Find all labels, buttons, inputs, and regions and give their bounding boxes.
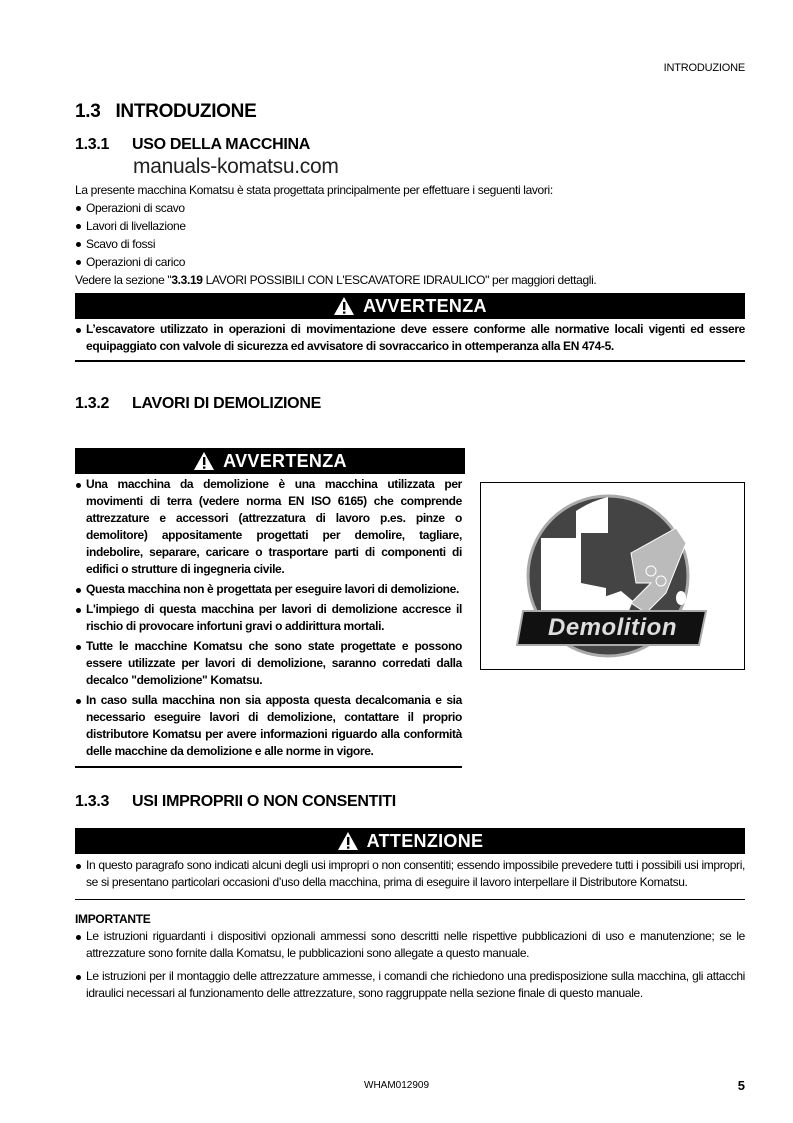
list-item: Scavo di fossi	[75, 235, 745, 253]
list-item: Operazioni di carico	[75, 253, 745, 271]
warning-triangle-icon	[333, 296, 355, 316]
warning-triangle-icon	[193, 451, 215, 471]
warning-item: Tutte le macchine Komatsu che sono state progettate e possono essere utilizzate per lavori di demolizione, saranno corredati dalla decalco "demolizione" Komatsu.	[75, 638, 462, 689]
important-label: IMPORTANTE	[75, 912, 151, 926]
see-section-text	[75, 271, 745, 289]
subsection-1-3-2-title	[75, 394, 745, 413]
warning-label: AVVERTENZA	[363, 295, 487, 316]
important-item: Le istruzioni riguardanti i dispositivi opzionali ammessi sono descritti nelle rispettive pubblicazioni di uso e manutenzione; se le attrezzature sono fornite dalla Komatsu, le pubblicazioni sono allegate a questo manuale.	[75, 928, 745, 962]
subsection-title-text: USI IMPROPRII O NON CONSENTITI	[132, 793, 396, 810]
divider	[75, 360, 745, 362]
warning-item: Questa macchina non è progettata per eseguire lavori di demolizione.	[75, 581, 462, 598]
running-header: INTRODUZIONE	[663, 62, 745, 74]
warning-item: Una macchina da demolizione è una macchina utilizzata per movimenti di terra (vedere norma EN ISO 6165) che comprende attrezzature e accessori (attrezzatura di lavoro p.es. pinze o demolitore) appositamente progettati per demolire, tagliare, indebolire, separare, caricare o trasportare parti di componenti di edifici o strutture di ingegneria civile.	[75, 476, 462, 578]
warning-banner	[75, 293, 745, 319]
intro-text: La presente macchina Komatsu è stata progettata principalmente per effettuare i seguenti lavori:	[75, 183, 553, 197]
subsection-1-3-3-title	[75, 792, 745, 811]
document-code: WHAM012909	[364, 1080, 430, 1091]
subsection-number: 1.3.1	[75, 136, 110, 153]
important-item: Le istruzioni per il montaggio delle attrezzature ammesse, i comandi che richiedono una predisposizione sulla macchina, gli attacchi idraulici necessari al funzionamento delle attrezzature, sono raggruppate nella sezione finale di questo manuale.	[75, 968, 745, 1002]
subsection-number: 1.3.3	[75, 793, 110, 810]
caution-item: In questo paragrafo sono indicati alcuni degli usi impropri o non consentiti; essendo impossibile prevedere tutti i possibili usi impropri, se si presentano particolari occasioni d’uso della macchina, prima di eseguire il lavoro interpellare il Distributore Komatsu.	[75, 857, 745, 891]
caution-label: ATTENZIONE	[366, 830, 484, 851]
subsection-1-3-1-title	[75, 135, 310, 154]
warning-triangle-icon	[337, 831, 359, 851]
section-title	[75, 101, 256, 123]
caution-text	[75, 857, 745, 891]
list-item: Lavori di livellazione	[75, 217, 745, 235]
page-number: 5	[737, 1078, 745, 1093]
divider	[75, 899, 745, 900]
demolition-decal-figure	[480, 482, 745, 670]
warning-item: L’escavatore utilizzato in operazioni di movimentazione deve essere conforme alle normative locali vigenti ed essere equipaggiato con valvole di sicurezza ed avvisatore di sovraccarico in ottemperanza alla EN 474-5.	[75, 321, 745, 355]
uso-macchina-warning	[75, 293, 745, 413]
warning-text	[75, 321, 745, 355]
warning-label: AVVERTENZA	[223, 450, 347, 471]
decal-text: Demolition	[548, 614, 677, 641]
subsection-number: 1.3.2	[75, 395, 110, 412]
warning-banner	[75, 448, 465, 474]
see-rest: LAVORI POSSIBILI CON L'ESCAVATORE IDRAULICO" per maggiori dettagli.	[202, 273, 597, 287]
subsection-title-text: LAVORI DI DEMOLIZIONE	[132, 395, 321, 412]
see-pre: Vedere la sezione "	[75, 273, 172, 287]
important-text	[75, 928, 745, 1002]
see-ref: 3.3.19	[171, 273, 203, 287]
divider	[75, 766, 462, 768]
warning-item: L'impiego di questa macchina per lavori di demolizione accresce il rischio di provocare infortuni gravi o addirittura mortali.	[75, 601, 462, 635]
caution-banner	[75, 828, 745, 854]
demolition-warning-text	[75, 476, 462, 760]
watermark: manuals-komatsu.com	[133, 155, 339, 178]
section-number: 1.3	[75, 101, 101, 122]
uso-macchina-body	[75, 181, 745, 289]
subsection-title-text: USO DELLA MACCHINA	[132, 136, 310, 153]
warning-item: In caso sulla macchina non sia apposta questa decalcomania e sia necessario eseguire lavori di demolizione, contattare il proprio distributore Komatsu per avere informazioni riguardo alla conformità delle macchine da demolizione e alle norme in vigore.	[75, 692, 462, 760]
section-title-text: INTRODUZIONE	[115, 101, 257, 122]
list-item: Operazioni di scavo	[75, 199, 745, 217]
